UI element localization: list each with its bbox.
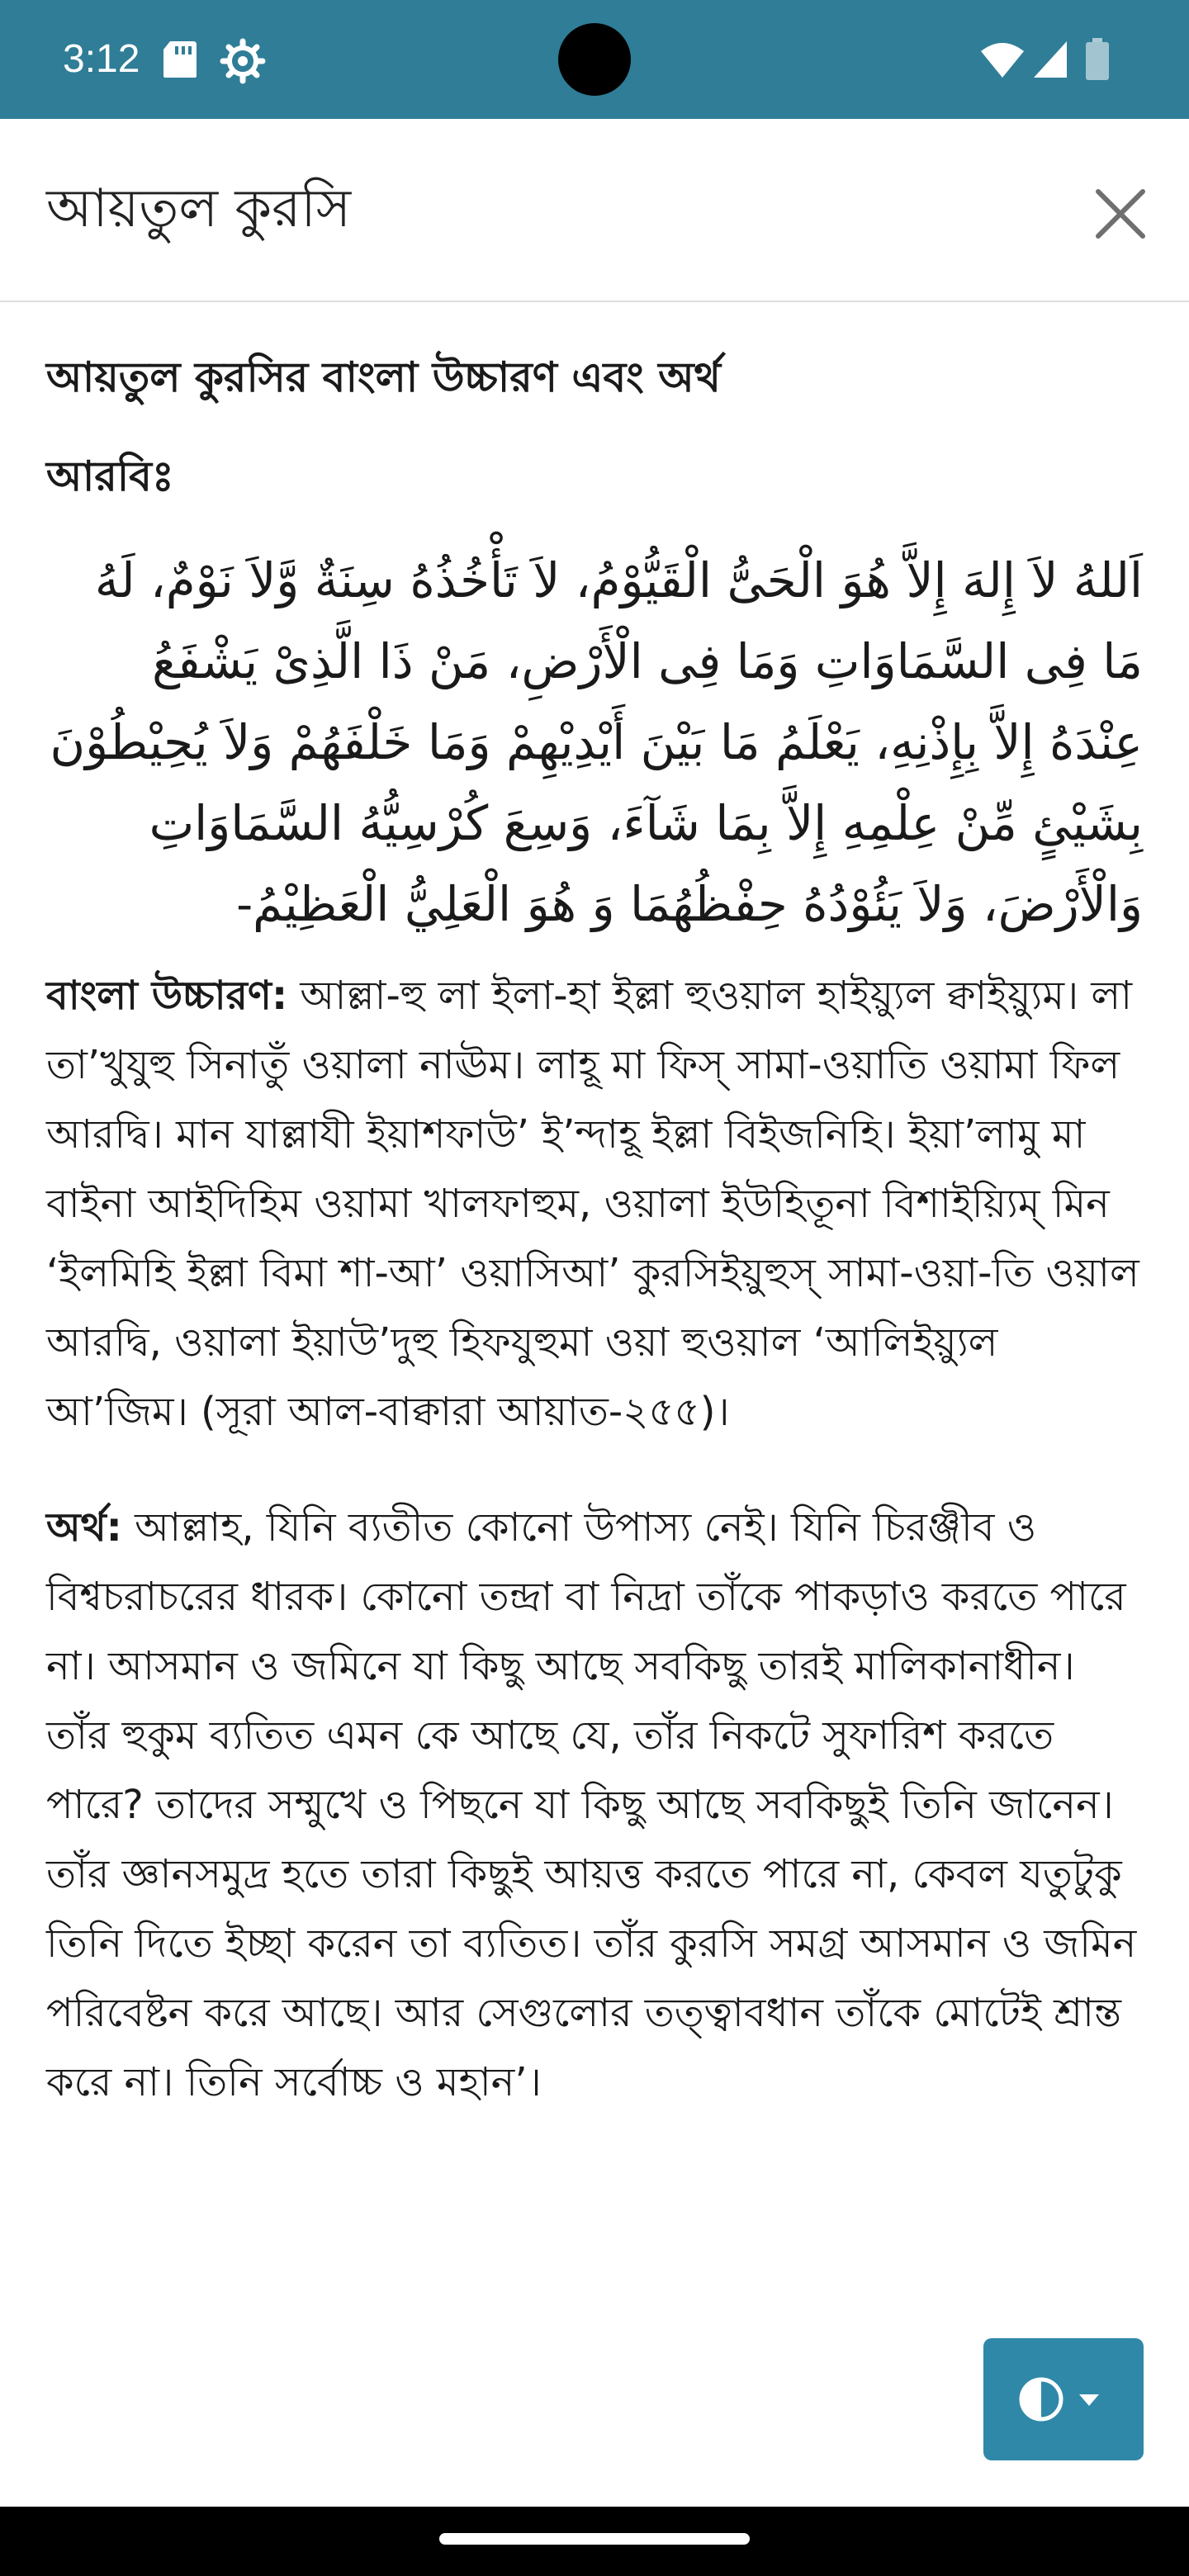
app-header [0, 119, 1189, 302]
close-icon[interactable] [1087, 180, 1154, 248]
pronunciation-text: আল্লা-হু লা ইলা-হা ইল্লা হুওয়াল হাইয়্যুল ক্বাইয়্যুম। লা তা’খুযুহু সিনাতুঁ ওয়ালা নাঊম। লাহূ মা ফিস্ সামা-ওয়াতি ওয়ামা ফিল আরদ্বি। মান যাল্লাযী ইয়াশফাউ’ ই’ন্দাহূ ইল্লা বিইজনিহি। ইয়া’লামু মা বাইনা আইদিহিম ওয়ামা খালফাহুম, ওয়ালা ইউহিতূনা বিশাইয়্যিম্ মিন ‘ইলমিহি ইল্লা বিমা শা-আ’ ওয়াসিআ’ কুরসিইয়ুহুস্ সামা-ওয়া-তি ওয়াল আরদ্বি, ওয়ালা ইয়াউ’দুহু হিফযুহুমা ওয়া হুওয়াল ‘আলিইয়্যুল আ’জিম। (সূরা আল-বাক্বারা আয়াত-২৫৫)। [46, 973, 1139, 1435]
article-content [46, 330, 1143, 2163]
signal-icon [1032, 40, 1068, 79]
pronunciation-label: বাংলা উচ্চারণ: [46, 973, 288, 1019]
gear-icon [220, 38, 266, 84]
arabic-verse: اَللهُ لاَ إِلهَ إِلاَّ هُوَ الْحَىُّ الْقَيُّوْمُ، لاَ تَأْخُذُهُ سِنَةٌ وَّلاَ نَوْمٌ، لَهُ مَا فِى السَّمَاوَاتِ وَمَا فِى الْأَرْضِ، مَنْ ذَا الَّذِىْ يَشْفَعُ عِنْدَهُ إِلاَّ بِإِذْنِهِ، يَعْلَمُ مَا بَيْنَ أَيْدِيْهِمْ وَمَا خَلْفَهُمْ وَلاَ يُحِيْطُوْنَ بِشَيْئٍ مِّنْ عِلْمِهِ إِلاَّ بِمَا شَآءَ، وَسِعَ كُرْسِيُّهُ السَّمَاوَاتِ وَالْأَرْضَ، وَلاَ يَئُوْدُهُ حِفْظُهُمَا وَ هُوَ الْعَلِيُّ الْعَظِيْمُ- [50, 552, 1143, 932]
camera-cutout [558, 23, 631, 96]
caret-down-icon [1079, 2394, 1099, 2406]
status-time: 3:12 [63, 37, 140, 81]
meaning-text: আল্লাহ, যিনি ব্যতীত কোনো উপাস্য নেই। যিনি চিরঞ্জীব ও বিশ্বচরাচরের ধারক। কোনো তন্দ্রা বা নিদ্রা তাঁকে পাকড়াও করতে পারে না। আসমান ও জমিনে যা কিছু আছে সবকিছু তারই মালিকানাধীন। তাঁর হুকুম ব্যতিত এমন কে আছে যে, তাঁর নিকটে সুফারিশ করতে পারে? তাদের সম্মুখে ও পিছনে যা কিছু আছে সবকিছুই তিনি জানেন। তাঁর জ্ঞানসমুদ্র হতে তারা কিছুই আয়ত্ত করতে পারে না, কেবল যতুটুকু তিনি দিতে ইচ্ছা করেন তা ব্যতিত। তাঁর কুরসি সমগ্র আসমান ও জমিন পরিবেষ্টন করে আছে। আর সেগুলোর তত্ত্বাবধান তাঁকে মোটেই শ্রান্ত করে না। তিনি সর্বোচ্চ ও মহান’। [46, 1504, 1137, 2105]
wifi-icon [979, 41, 1026, 79]
theme-toggle-button[interactable] [983, 2338, 1144, 2460]
system-nav-bar [0, 2507, 1189, 2576]
home-gesture-handle[interactable] [439, 2533, 750, 2545]
arabic-label: আরবিঃ [46, 452, 174, 500]
battery-icon [1085, 38, 1110, 81]
meaning-label: অর্থ: [46, 1504, 122, 1551]
pronunciation-paragraph [46, 961, 1143, 1447]
contrast-icon [1018, 2375, 1111, 2424]
page-title: আয়তুল কুরসি [46, 178, 351, 239]
status-bar [0, 0, 1189, 119]
section-heading: আয়তুল কুরসির বাংলা উচ্চারণ এবং অর্থ [46, 353, 721, 401]
sd-card-icon [162, 40, 198, 79]
meaning-paragraph [46, 1493, 1143, 2117]
